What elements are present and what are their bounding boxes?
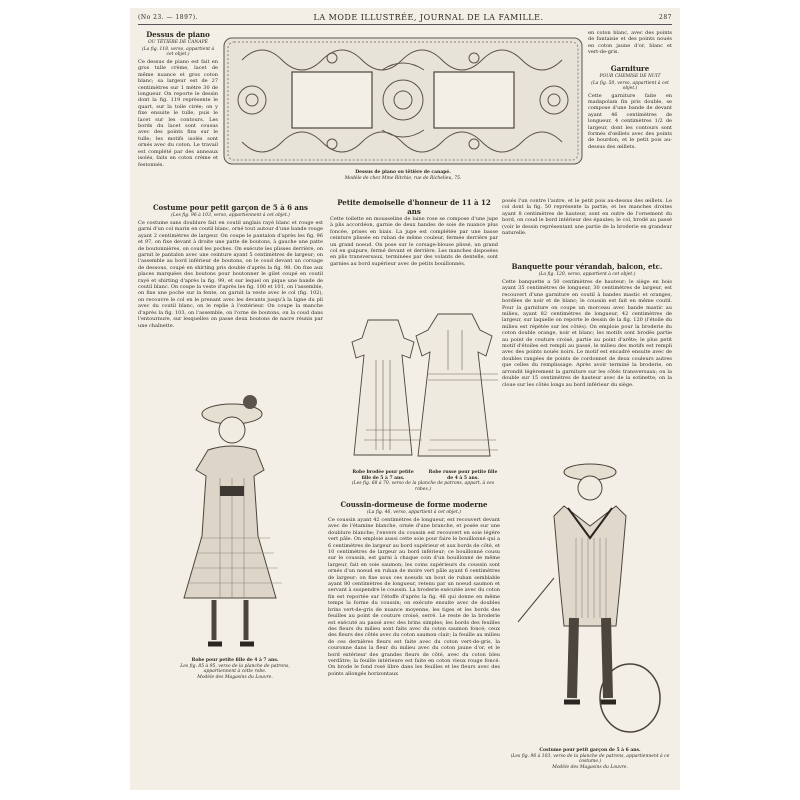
demoiselle-title: Petite demoiselle d'honneur de 11 à 12 ans: [337, 198, 491, 216]
garniture-ref: (La fig. 50, verso, appartient à cet objet.): [591, 80, 669, 91]
piano-title: Dessus de piano: [146, 30, 210, 39]
coussin-title: Coussin-dormeuse de forme moderne: [340, 500, 488, 509]
coussin-ref: (La fig. 46, verso, appartient à cet objet.): [367, 510, 461, 515]
lace-runner-illustration: [222, 30, 584, 170]
piano-ref: (La fig. 118, verso, appartient à cet objet.): [141, 47, 215, 57]
figure-petite-fille: [170, 388, 300, 688]
article-coussin: [328, 500, 500, 786]
banquette-body: Cette banquette a 50 centimètres de hauteur; le siège en bois ayant 35 centimètres de longueur, 30 centimètres de largeur, est recouvert d'une garniture en coutil à bandes mastic et oranges, bordées de noir et de blanc; le coussin est fait en même coutil. Pour la garniture on coupe un morceau avec bande mastic au milieu, ayant 82 centimètres de longueur, 42 centimètres de largeur, sur laquelle on reporte le dessin de la fig. 120 (l'étoile du milieu est répétée sur les côtés). On emploie pour la broderie du coton double orange, noir et blanc; les motifs sont brodés partie au point de couture croisé, partie au point d'arête; le plus petit motif d'étoiles est rempli au passé, le milieu des motifs est rempli avec des points noués noirs. Le motif est encadré ensuite avec de doubles rangées de points de cordonnet de deux couleurs autres que celles du remplissage. Après avoir terminé la broderie, on arrondit légèrement la garniture sur les côtés transversaux; on la double sur 15 centimètres de hauteur avec de la sotinette; on la cloue sur les côtés longs au bord inférieur du siège.: [502, 279, 672, 388]
middle-right-continuation: [502, 198, 672, 258]
figure-petit-garcon: [510, 458, 670, 788]
garniture-subtitle: POUR CHEMISE DE NUIT: [599, 73, 661, 79]
piano-figure-credit: Modèle de chez Mme Ritchie, rue de Richelieu, 75.: [344, 175, 462, 181]
article-garniture: [588, 30, 672, 205]
issue-number: (No 23. — 1897).: [138, 13, 198, 21]
fille-ref: Les fig. 85 à 95, verso de la planche de patrons, appartiennent à cette robe.: [180, 663, 290, 674]
figure-piano-runner: [222, 30, 584, 190]
boy-illustration: [510, 458, 670, 748]
page-number: 287: [659, 13, 672, 21]
girl-illustration: [170, 388, 300, 658]
piano-figure-caption: Dessus de piano ou têtière de canapé.: [355, 170, 451, 175]
demoiselle-body: Cette toilette en mousseline de laine rose se compose d'une jupe à plis accordéon, garnie de deux bandes de soie de nuance plus foncée, prises en biais. La jupe est complétée par une basse ceinture plissée en ruban de même couleur, fermée derrière par un grand noeud. On pose sur le corsage-blouse plissé, un grand col en guipure, fermé devant et derrière. Les manches disposées en plis transversaux, terminées par des volants de dentelle, sont garnies au bord supérieur avec de petits bouillonnés.: [330, 216, 498, 267]
page-header: [138, 12, 672, 25]
coussin-body: Ce coussin ayant 42 centimètres de longueur, est recouvert devant avec de l'étamine blanche, ornée d'une branche, et posée sur une doublure blanche; l'envers du coussin est recouvert en soie légère vert pâle. On emploie aussi cette soie pour faire le bouillonné qui a 6 centimètres de largeur au bord supérieur et aux bords de côté, et 10 centimètres de largeur au bord inférieur; ce bouillonné cousu sur le coussin, est garni à chaque coin d'un bouillonné de même largeur, fait en soie saumon; les coins supérieurs du coussin sont ornés d'un noeud en ruban de moire vert pâle ayant 6 centimètres de largeur; on fixe sous ces noeuds un bout de ruban semblable ayant 80 centimètres de longueur, retenu par un noeud saumon et servant à suspendre le coussin. La broderie exécutée avec du coton fin est reportée sur l'étoffe d'après la fig. 46 qui donne en même temps la forme du coussin; on exécute ensuite avec de doubles brins vert-de-gris de nuance moyenne, les tiges et les bords des feuilles au point de couture croisé, serré. Le reste de la broderie est exécuté au passé avec des brins simples; les bords des feuilles des fleurs du milieu sont faits avec du coton saumon foncé; ceux des fleurs des côtés avec du coton saumon clair; la feuille au milieu de ces dernières fleurs est faite avec du coton vert-de-gris, la couronne dans la fleur du milieu avec du coton jaune d'or, et le bord extérieur des grandes fleurs de côté, avec du coton bleu verdâtre; la feuille intérieure est faite en coton vieux rouge foncé. On brode le fond rosé libre dans les feuilles et les fleurs avec des points allongés horizontaux: [328, 517, 500, 677]
dresses-illustration: [348, 300, 498, 470]
top-right-continuation: en coton blanc, avec des points de fantaisie et des points noués en coton jaune d'or, blanc et vert-de-gris.: [588, 30, 672, 56]
garcon-ref: (Les fig. 96 à 103, verso de la planche de patrons, appartiennent à ce costume.): [510, 753, 670, 764]
garcon-credit: Modèle des Magasins du Louvre.: [552, 764, 628, 770]
garniture-title: Garniture: [610, 63, 650, 73]
figure-robes: [348, 300, 498, 495]
article-demoiselle: [330, 198, 498, 298]
piano-body: Ce dessus de piano est fait en gros tulle crème, lacet de même nuance et gros coton blanc; sa largeur est de 27 centimètres sur 1 mètre 30 de longueur. On reporte le dessin dont la fig. 119 représente le quart, sur la toile cirée; on y fixe ensuite le tulle, puis le lacet sur les contours. Les bords du lacet sont cousus avec des points fins sur le tulle; les motifs isolés sont ornés avec du coton. Le travail est complété par des anneaux isolés, faits en coton crème et festonnés.: [138, 59, 218, 168]
costume-garcon-title: Costume pour petit garçon de 5 à 6 ans: [152, 203, 308, 212]
article-costume-garcon: [138, 203, 323, 383]
robe-brodee-caption: Robe brodée pour petite fille de 5 à 7 ans.: [352, 470, 414, 481]
continuation-text: posés l'un contre l'autre, et le petit pois au-dessus des œillets. Le col dont la fig. 50 représente la partie, et les manches droites ayant 8 centimètres de hauteur, sont en outre de l'ornement du bord, on coud le bord intérieur des épaules; le col, brodé au passé (voir le dessin représentant une partie de la broderie en grandeur naturelle.: [502, 198, 672, 237]
banquette-ref: (La fig. 120, verso, appartient à cet objet.): [538, 272, 636, 277]
journal-title: LA MODE ILLUSTRÉE, JOURNAL DE LA FAMILLE.: [313, 12, 544, 22]
robes-ref: (Les fig. 68 à 70, verso de la planche de patrons, appart. à ces robes.): [351, 481, 495, 492]
banquette-title: Banquette pour vérandah, balcon, etc.: [511, 262, 663, 271]
piano-subtitle: OU TÊTIÈRE DE CANAPÉ: [148, 40, 208, 45]
journal-page: [130, 8, 680, 790]
costume-garcon-ref: (Les fig. 96 à 103, verso, appartiennent à cet objet.): [171, 213, 290, 218]
robes-captions: [348, 470, 498, 481]
fille-caption: Robe pour petite fille de 4 à 7 ans.: [191, 658, 279, 663]
garniture-body: Cette garniture faite en madapolam fin pris double, se compose d'une bande de devant ayant 46 centimètres de longueur, 4 centimètres 1/2 de largeur, dont les contours sont formés d'œillets avec des points de bourdon, et le petit pois au-dessus des œillets.: [588, 92, 672, 150]
robe-russe-caption: Robe russe pour petite fille de 4 à 5 ans.: [428, 470, 498, 481]
article-banquette: [502, 262, 672, 457]
garcon-caption: Costume pour petit garçon de 5 à 6 ans.: [539, 748, 641, 753]
article-piano: [138, 30, 218, 200]
costume-garcon-body: Ce costume sans doublure fait en coutil anglais rayé blanc et rouge est garni d'un col marin en coutil blanc, orné tout autour d'une bande rouge ayant 2 centimètres de largeur. On coupe le pantalon d'après les fig. 96 et 97, on fixe devant à droite une patte de boutons, à gauche une patte de boutonnières, on coud les poches. On exécute les plisses derrière, on garnit le pantalon avec une ceinture ayant 5 centimètres de largeur; on l'assemble au bord inférieur de boutons, on le coud devant un corsage de dessous, coupé en shirting pris double d'après la fig. 98. On fixe aux places marquées des boutons pour boutonner le gilet coupé en coutil rayé et shirting d'après la fig. 99, et sur lequel on pique une bande de coutil blanc. On coupe la veste d'après les fig. 100 et 101, on l'assemble, on fixe une poche sur la fente, on garnit la veste avec le col (fig. 102), on recouvre le col en le prenant avec les devants jusqu'à la ligne du pli avec du coutil blanc, on le replie à l'extérieur. On coupe la manche d'après la fig. 103, on l'assemble, on l'orne de boutons, on la coud dans l'entournure, sur lesquelles on passe deux boutons de nacre réunis par une chaînette.: [138, 220, 323, 329]
fille-credit: Modèle des Magasins du Louvre.: [197, 674, 273, 680]
